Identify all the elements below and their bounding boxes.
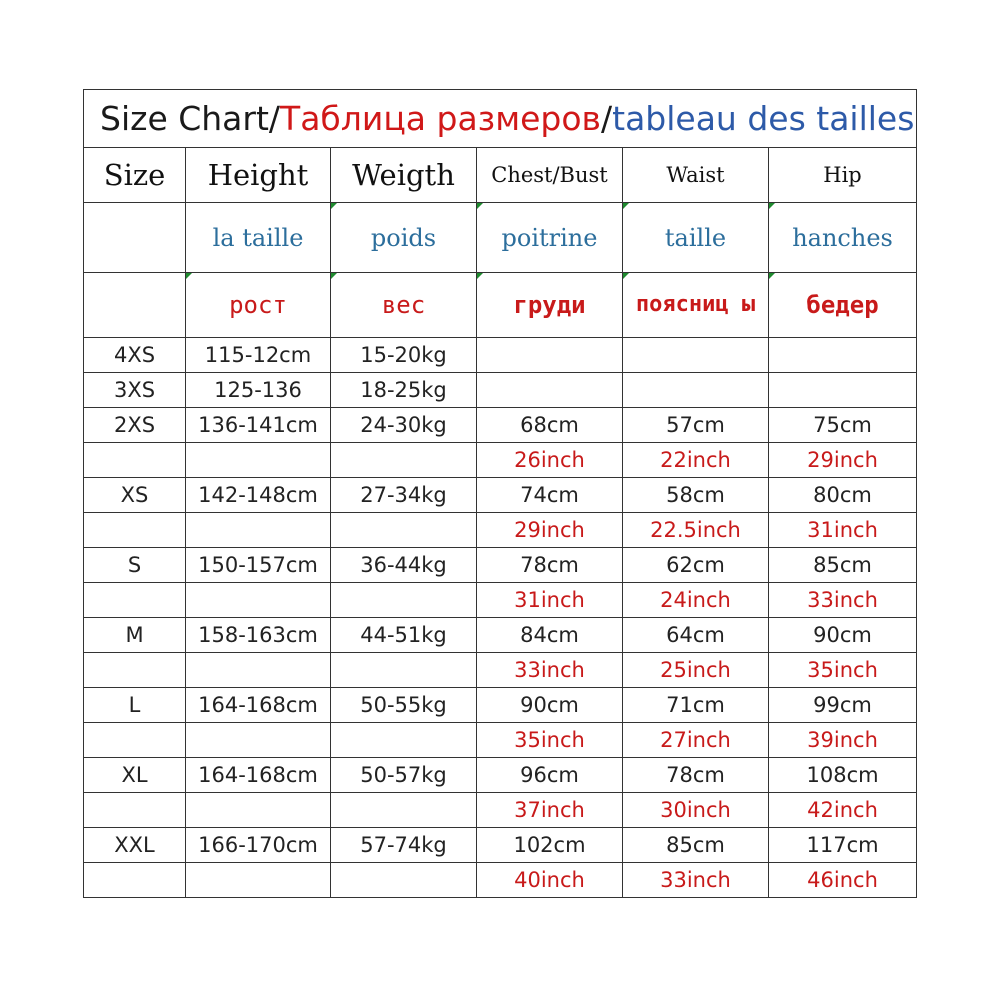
russian-weight-label: вес <box>381 291 426 319</box>
cell-empty <box>186 583 331 618</box>
cell-empty <box>186 863 331 898</box>
cell-chest-inch: 37inch <box>477 793 623 828</box>
french-hip <box>769 203 917 273</box>
size-row <box>84 618 917 653</box>
cell-size: XXL <box>84 828 186 863</box>
cell-marker <box>623 203 629 209</box>
size-table <box>83 89 917 898</box>
cell-empty <box>84 443 186 478</box>
cell-empty <box>331 443 477 478</box>
size-row <box>84 338 917 373</box>
cell-empty <box>84 723 186 758</box>
french-header-row <box>84 203 917 273</box>
cell-chest: 74cm <box>477 478 623 513</box>
cell-hip-inch: 33inch <box>769 583 917 618</box>
cell-weight: 36-44kg <box>331 548 477 583</box>
cell-empty <box>331 863 477 898</box>
cell-chest <box>477 373 623 408</box>
title-french: tableau des tailles <box>612 99 915 138</box>
size-row <box>84 548 917 583</box>
header-size: Size <box>84 148 186 203</box>
cell-empty <box>331 513 477 548</box>
cell-hip: 90cm <box>769 618 917 653</box>
inch-row <box>84 723 917 758</box>
cell-waist-inch: 22inch <box>623 443 769 478</box>
cell-waist-inch: 24inch <box>623 583 769 618</box>
header-chest: Chest/Bust <box>477 148 623 203</box>
cell-size: 3XS <box>84 373 186 408</box>
cell-chest: 102cm <box>477 828 623 863</box>
cell-waist-inch: 22.5inch <box>623 513 769 548</box>
size-row <box>84 478 917 513</box>
cell-marker <box>623 273 629 279</box>
header-hip: Hip <box>769 148 917 203</box>
russian-height-label: рост <box>229 291 287 319</box>
title-row <box>84 90 917 148</box>
cell-size: M <box>84 618 186 653</box>
russian-hip-label: бедер <box>806 291 879 319</box>
cell-waist-inch: 33inch <box>623 863 769 898</box>
cell-chest: 90cm <box>477 688 623 723</box>
cell-hip-inch: 39inch <box>769 723 917 758</box>
french-height-label: la taille <box>212 223 304 252</box>
cell-waist-inch: 25inch <box>623 653 769 688</box>
cell-size: XL <box>84 758 186 793</box>
cell-marker <box>769 203 775 209</box>
french-waist <box>623 203 769 273</box>
cell-size: 2XS <box>84 408 186 443</box>
cell-chest-inch: 29inch <box>477 513 623 548</box>
cell-height: 115-12cm <box>186 338 331 373</box>
russian-waist-label: поясниц ы <box>635 292 756 317</box>
cell-weight: 18-25kg <box>331 373 477 408</box>
russian-header-row <box>84 273 917 338</box>
cell-waist: 71cm <box>623 688 769 723</box>
cell-chest-inch: 35inch <box>477 723 623 758</box>
cell-weight: 24-30kg <box>331 408 477 443</box>
cell-hip-inch: 35inch <box>769 653 917 688</box>
cell-chest <box>477 338 623 373</box>
cell-chest-inch: 26inch <box>477 443 623 478</box>
cell-empty <box>186 653 331 688</box>
cell-empty <box>186 723 331 758</box>
cell-chest: 96cm <box>477 758 623 793</box>
cell-hip-inch: 42inch <box>769 793 917 828</box>
cell-height: 150-157cm <box>186 548 331 583</box>
french-height <box>186 203 331 273</box>
cell-empty <box>186 443 331 478</box>
cell-chest: 68cm <box>477 408 623 443</box>
cell-waist-inch: 27inch <box>623 723 769 758</box>
french-chest-label: poitrine <box>501 223 598 252</box>
header-waist: Waist <box>623 148 769 203</box>
size-row <box>84 828 917 863</box>
inch-row <box>84 653 917 688</box>
cell-empty <box>84 583 186 618</box>
cell-size: S <box>84 548 186 583</box>
cell-empty <box>84 513 186 548</box>
cell-hip: 85cm <box>769 548 917 583</box>
cell-marker <box>331 203 337 209</box>
inch-row <box>84 583 917 618</box>
title-separator: / <box>601 99 613 138</box>
cell-marker <box>477 203 483 209</box>
cell-hip: 117cm <box>769 828 917 863</box>
size-row <box>84 373 917 408</box>
inch-row <box>84 443 917 478</box>
russian-chest-label: груди <box>513 291 586 319</box>
cell-height: 136-141cm <box>186 408 331 443</box>
cell-empty <box>331 653 477 688</box>
russian-height <box>186 273 331 338</box>
chart-title <box>84 90 917 148</box>
cell-size: 4XS <box>84 338 186 373</box>
title-russian: Таблица размеров <box>280 99 601 138</box>
cell-weight: 50-57kg <box>331 758 477 793</box>
cell-empty <box>84 793 186 828</box>
cell-weight: 44-51kg <box>331 618 477 653</box>
cell-chest: 84cm <box>477 618 623 653</box>
cell-waist: 64cm <box>623 618 769 653</box>
cell-marker <box>186 273 192 279</box>
size-chart <box>83 89 916 898</box>
cell-hip: 99cm <box>769 688 917 723</box>
header-height: Height <box>186 148 331 203</box>
cell-height: 164-168cm <box>186 758 331 793</box>
cell-marker <box>477 273 483 279</box>
cell-hip <box>769 338 917 373</box>
cell-hip-inch: 31inch <box>769 513 917 548</box>
russian-weight <box>331 273 477 338</box>
russian-hip <box>769 273 917 338</box>
french-waist-label: taille <box>664 223 727 252</box>
cell-waist <box>623 373 769 408</box>
cell-chest: 78cm <box>477 548 623 583</box>
cell-height: 125-136 <box>186 373 331 408</box>
cell-weight: 50-55kg <box>331 688 477 723</box>
cell-chest-inch: 31inch <box>477 583 623 618</box>
russian-size <box>84 273 186 338</box>
french-weight-label: poids <box>370 223 437 252</box>
cell-size: XS <box>84 478 186 513</box>
cell-height: 158-163cm <box>186 618 331 653</box>
inch-row <box>84 793 917 828</box>
cell-empty <box>331 793 477 828</box>
cell-chest-inch: 40inch <box>477 863 623 898</box>
cell-empty <box>186 793 331 828</box>
cell-weight: 57-74kg <box>331 828 477 863</box>
header-row <box>84 148 917 203</box>
cell-height: 166-170cm <box>186 828 331 863</box>
cell-empty <box>186 513 331 548</box>
cell-hip-inch: 46inch <box>769 863 917 898</box>
cell-hip <box>769 373 917 408</box>
cell-waist: 58cm <box>623 478 769 513</box>
cell-marker <box>331 273 337 279</box>
french-hip-label: hanches <box>792 223 893 252</box>
french-chest <box>477 203 623 273</box>
russian-chest <box>477 273 623 338</box>
french-weight <box>331 203 477 273</box>
cell-chest-inch: 33inch <box>477 653 623 688</box>
cell-waist <box>623 338 769 373</box>
cell-height: 142-148cm <box>186 478 331 513</box>
inch-row <box>84 863 917 898</box>
russian-waist <box>623 273 769 338</box>
cell-hip-inch: 29inch <box>769 443 917 478</box>
cell-waist: 78cm <box>623 758 769 793</box>
size-row <box>84 688 917 723</box>
cell-weight: 27-34kg <box>331 478 477 513</box>
cell-waist: 85cm <box>623 828 769 863</box>
title-english: Size Chart/ <box>100 99 281 138</box>
cell-weight: 15-20kg <box>331 338 477 373</box>
inch-row <box>84 513 917 548</box>
cell-hip: 80cm <box>769 478 917 513</box>
cell-marker <box>769 273 775 279</box>
cell-empty <box>331 583 477 618</box>
header-weight: Weigth <box>331 148 477 203</box>
size-row <box>84 408 917 443</box>
cell-height: 164-168cm <box>186 688 331 723</box>
cell-hip: 108cm <box>769 758 917 793</box>
french-size <box>84 203 186 273</box>
cell-empty <box>84 863 186 898</box>
cell-empty <box>84 653 186 688</box>
size-row <box>84 758 917 793</box>
cell-waist-inch: 30inch <box>623 793 769 828</box>
cell-empty <box>331 723 477 758</box>
cell-waist: 57cm <box>623 408 769 443</box>
cell-hip: 75cm <box>769 408 917 443</box>
cell-size: L <box>84 688 186 723</box>
cell-waist: 62cm <box>623 548 769 583</box>
